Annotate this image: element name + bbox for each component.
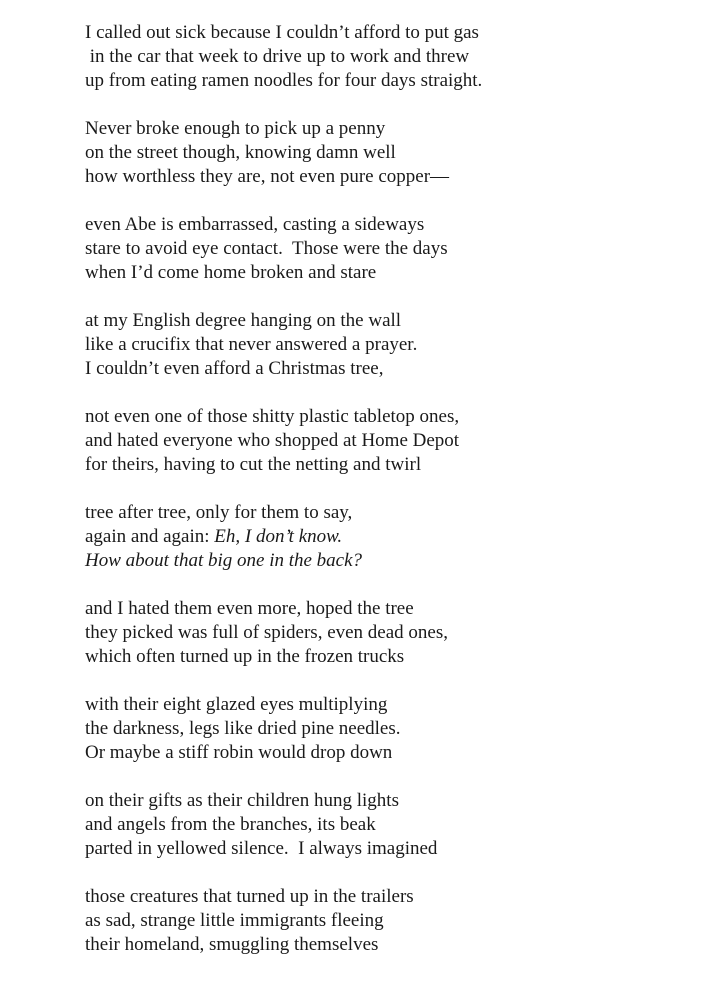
- poem-line: stare to avoid eye contact. Those were the days: [85, 238, 448, 259]
- poem-line: their homeland, smuggling themselves: [85, 934, 379, 955]
- poem-line: how worthless they are, not even pure copper—: [85, 166, 450, 187]
- poem-line: when I’d come home broken and stare: [85, 262, 377, 283]
- poem-line: the darkness, legs like dried pine needles.: [85, 718, 401, 739]
- poem-line: in the car that week to drive up to work and threw: [85, 46, 470, 67]
- poem-line: as sad, strange little immigrants fleeing: [85, 910, 384, 931]
- stanza-2: [85, 117, 685, 189]
- poem-line: and hated everyone who shopped at Home Depot: [85, 430, 460, 451]
- poem-line: they picked was full of spiders, even dead ones,: [85, 622, 449, 643]
- poem-line: up from eating ramen noodles for four days straight.: [85, 70, 483, 91]
- poem-line: not even one of those shitty plastic tabletop ones,: [85, 406, 460, 427]
- poem-line: Or maybe a stiff robin would drop down: [85, 742, 393, 763]
- poem-line: tree after tree, only for them to say,: [85, 502, 353, 523]
- poem-line-roman-part: again and again:: [85, 526, 215, 547]
- stanza-7: [85, 597, 685, 669]
- poem-line: even Abe is embarrassed, casting a sideways: [85, 214, 425, 235]
- poem-line: for theirs, having to cut the netting and twirl: [85, 454, 422, 475]
- poem-body: [85, 21, 685, 981]
- stanza-4: [85, 309, 685, 381]
- poem-line: those creatures that turned up in the trailers: [85, 886, 414, 907]
- stanza-9: [85, 789, 685, 861]
- stanza-1: [85, 21, 685, 93]
- poem-line: parted in yellowed silence. I always imagined: [85, 838, 438, 859]
- stanza-8: [85, 693, 685, 765]
- poem-line: Never broke enough to pick up a penny: [85, 118, 386, 139]
- stanza-3: [85, 213, 685, 285]
- poem-line: on the street though, knowing damn well: [85, 142, 396, 163]
- stanza-6: [85, 501, 685, 573]
- poem-line-italic: How about that big one in the back?: [85, 550, 363, 571]
- poem-line: I called out sick because I couldn’t afford to put gas: [85, 22, 479, 43]
- poem-line: and angels from the branches, its beak: [85, 814, 376, 835]
- poem-line: like a crucifix that never answered a prayer.: [85, 334, 418, 355]
- poem-line: on their gifts as their children hung lights: [85, 790, 399, 811]
- poem-line: I couldn’t even afford a Christmas tree,: [85, 358, 384, 379]
- poem-line: with their eight glazed eyes multiplying: [85, 694, 388, 715]
- poem-line: which often turned up in the frozen trucks: [85, 646, 405, 667]
- poem-line-mixed: [85, 525, 685, 549]
- stanza-5: [85, 405, 685, 477]
- poem-line: at my English degree hanging on the wall: [85, 310, 402, 331]
- stanza-10: [85, 885, 685, 957]
- poem-line: and I hated them even more, hoped the tree: [85, 598, 414, 619]
- poem-line-italic-part: Eh, I don’t know.: [214, 526, 343, 547]
